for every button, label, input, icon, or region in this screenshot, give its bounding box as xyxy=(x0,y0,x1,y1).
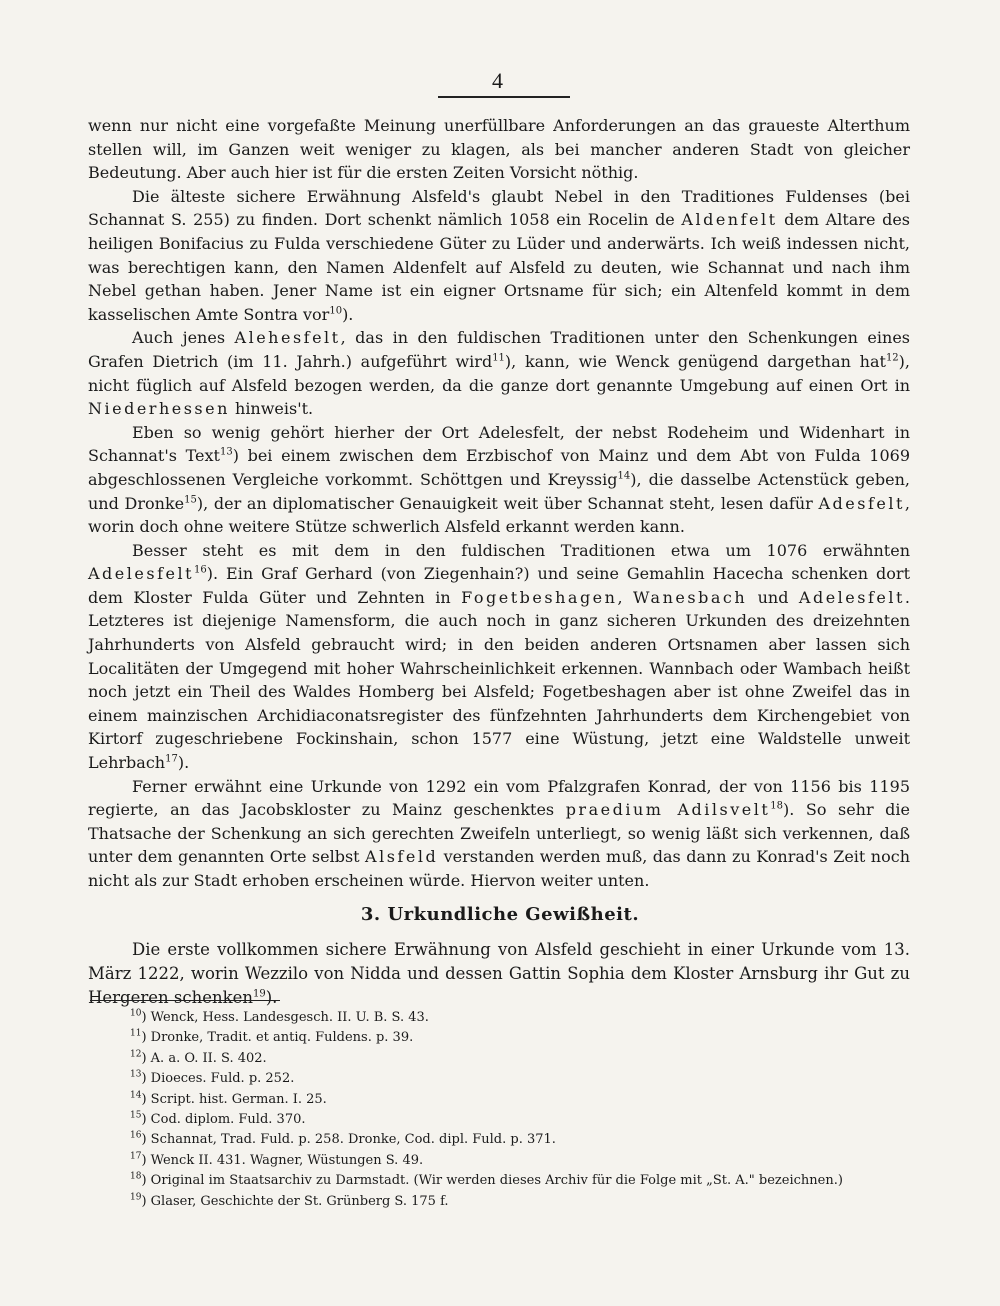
footnote-number: 10 xyxy=(130,1008,142,1019)
footnote-item xyxy=(130,1090,920,1110)
footnote-text: Script. hist. German. I. 25. xyxy=(150,1091,327,1107)
footnote-ref: 14 xyxy=(617,470,631,482)
footnote-item xyxy=(130,1069,920,1089)
page-number: 4 xyxy=(492,68,503,93)
text-run: Auch jenes xyxy=(132,328,235,348)
text-run: verstanden werden muß, das dann zu Konrad's Zeit noch nicht als zur Stadt erhoben erscheinen würde. Hiervon weiter unten. xyxy=(88,847,910,890)
footnote-number: 12 xyxy=(130,1049,142,1060)
footnote-ref: 18 xyxy=(770,800,783,812)
footnote-item xyxy=(130,1130,920,1150)
footnote-number: 13 xyxy=(130,1069,142,1080)
footnote-item xyxy=(130,1192,920,1212)
footnote-ref: 11 xyxy=(492,352,505,364)
footnote-text: Wenck II. 431. Wagner, Wüstungen S. 49. xyxy=(150,1152,424,1168)
text-run: ). xyxy=(177,753,190,773)
text-run: Ferner erwähnt eine Urkunde von 1292 ein vom Pfalzgrafen Konrad, der von 1156 bis 1195 regierte, an das Jacobskloster zu Mainz geschenktes xyxy=(88,776,910,820)
text-run: ) bei einem zwischen dem Erzbischof von Mainz und dem Abt von Fulda 1069 abgeschlossenen Vergleiche vorkommt. Schöttgen und Kreyssig xyxy=(88,446,911,489)
spaced-emphasis: Adelesfelt xyxy=(88,564,194,584)
footnote-paren: ) xyxy=(141,1050,151,1066)
footnote-item xyxy=(130,1110,920,1130)
text-run: Die älteste sichere Erwähnung Alsfeld's glaubt Nebel in den Traditiones Fuldenses (bei Schannat S. 255) zu finden. Dort schenkt nämlich 1058 ein Rocelin de xyxy=(88,186,910,230)
text-run: Eben so wenig gehört hierher der Ort Adelesfelt, der nebst Rodeheim und Widenhart in Schannat's Text xyxy=(88,422,910,466)
footnotes xyxy=(130,1008,920,1212)
paragraph xyxy=(88,326,910,420)
main-text xyxy=(88,114,910,893)
footnote-paren: ) xyxy=(141,1030,151,1046)
footnote-paren: ) xyxy=(141,1010,151,1025)
footnote-text: Schannat, Trad. Fuld. p. 258. Dronke, Cod. dipl. Fuld. p. 371. xyxy=(150,1132,556,1148)
text-run: ). xyxy=(265,988,278,1007)
text-run: Die erste vollkommen sichere Erwähnung von Alsfeld geschieht in einer Urkunde vom 13. März 1222, worin Wezzilo von Nidda und dessen Gattin Sophia dem Kloster Arnsburg ihr Gut zu Hergeren schenken xyxy=(88,940,910,1007)
spaced-emphasis: praedium Adilsvelt xyxy=(565,800,771,820)
footnote-paren: ) xyxy=(141,1152,151,1168)
footnote-number: 18 xyxy=(130,1171,142,1182)
paragraph xyxy=(88,421,910,539)
paragraph xyxy=(88,114,910,185)
footnote-paren: ) xyxy=(141,1071,151,1087)
footnote-number: 19 xyxy=(130,1192,142,1203)
text-run: dem Altare des heiligen Bonifacius zu Fulda verschiedene Güter zu Lüder und anderwärts. Ich weiß indessen nicht, was berechtigen kann, den Namen Aldenfelt auf Alsfeld zu deuten, wie Schannat und nach ihm Nebel gethan haben. Jener Name ist ein eigner Ortsname für sich; ein Altenfeld kommt in dem kasselischen Amte Sontra vor xyxy=(88,210,910,324)
text-run: ), nicht füglich auf Alsfeld bezogen werden, da die ganze dort genannte Umgebung auf einen Ort in xyxy=(88,351,910,395)
footnote-text: Dronke, Tradit. et antiq. Fuldens. p. 39. xyxy=(150,1030,414,1046)
footnote-number: 11 xyxy=(130,1029,142,1040)
spaced-emphasis: Wanesbach xyxy=(633,587,748,607)
header-rule xyxy=(438,96,570,98)
paragraph xyxy=(88,185,910,327)
text-run: Besser steht es mit dem in den fuldischen Traditionen etwa um 1076 erwähnten xyxy=(132,540,910,560)
text-run: , das in den fuldischen Traditionen unter den Schenkungen eines Grafen Dietrich (im 11. Jahrh.) aufgeführt wird xyxy=(88,328,911,371)
text-run: ). Ein Graf Gerhard (von Ziegenhain?) und seine Gemahlin Hacecha schenken dort dem Kloster Fulda Güter und Zehnten in xyxy=(88,564,910,607)
footnote-paren: ) xyxy=(141,1112,151,1128)
section-heading: 3. Urkundliche Gewißheit. xyxy=(360,904,640,925)
footnote-item xyxy=(130,1028,920,1048)
footnote-number: 17 xyxy=(130,1151,142,1162)
footnote-ref: 19 xyxy=(253,988,266,1000)
spaced-emphasis: Adelesfelt xyxy=(798,587,905,607)
spaced-emphasis: Alsfeld xyxy=(365,847,439,867)
footnote-paren: ) xyxy=(141,1132,151,1148)
footnote-ref: 10 xyxy=(329,305,343,317)
text-run: und xyxy=(747,587,799,607)
footnote-ref: 12 xyxy=(885,352,899,364)
spaced-emphasis: Niederhessen xyxy=(88,399,230,419)
footnote-text: Glaser, Geschichte der St. Grünberg S. 175 f. xyxy=(150,1193,449,1209)
footnote-item xyxy=(130,1049,920,1069)
text-run: ), der an diplomatischer Genauigkeit weit über Schannat steht, lesen dafür xyxy=(196,493,819,513)
paragraph xyxy=(88,539,910,775)
footnote-number: 16 xyxy=(130,1131,142,1142)
footnote-text: Cod. diplom. Fuld. 370. xyxy=(150,1112,306,1128)
text-run: ). So sehr die Thatsache der Schenkung an sich gerechten Zweifeln unterliegt, so wenig läßt sich verkennen, daß unter dem genannten Orte selbst xyxy=(88,800,911,867)
footnote-text: A. a. O. II. S. 402. xyxy=(150,1050,267,1066)
footnote-ref: 16 xyxy=(194,564,207,576)
text-run: ), die dasselbe Actenstück geben, und Dronke xyxy=(88,469,911,513)
footnote-number: 14 xyxy=(130,1090,142,1101)
footnote-paren: ) xyxy=(141,1091,151,1107)
paragraph xyxy=(88,775,910,893)
spaced-emphasis: Alehesfelt xyxy=(234,328,341,348)
footnote-rule xyxy=(90,1000,280,1001)
footnote-text: Wenck, Hess. Landesgesch. II. U. B. S. 43. xyxy=(150,1010,429,1025)
footnote-number: 15 xyxy=(130,1110,142,1121)
spaced-emphasis: Aldenfelt xyxy=(681,210,778,230)
text-run: , worin doch ohne weitere Stütze schwerlich Alsfeld erkannt werden kann. xyxy=(88,493,911,537)
footnote-item xyxy=(130,1008,920,1028)
spaced-emphasis: Adesfelt xyxy=(818,493,905,513)
text-run: , xyxy=(617,587,633,607)
footnote-ref: 15 xyxy=(184,494,197,506)
spaced-emphasis: Fogetbeshagen xyxy=(461,587,618,607)
footnote-ref: 17 xyxy=(165,753,178,765)
footnote-ref: 13 xyxy=(219,446,233,458)
footnote-text: Original im Staatsarchiv zu Darmstadt. (Wir werden dieses Archiv für die Folge mit „St. A." bezeichnen.) xyxy=(150,1173,843,1189)
text-run: wenn nur nicht eine vorgefaßte Meinung unerfüllbare Anforderungen an das graueste Alterthum stellen will, im Ganzen weit weniger zu klagen, als bei mancher anderen Stadt von gleicher Bedeutung. Aber auch hier ist für die ersten Zeiten Vorsicht nöthig. xyxy=(88,116,910,183)
footnote-text: Dioeces. Fuld. p. 252. xyxy=(150,1071,295,1087)
footnote-item xyxy=(130,1151,920,1171)
text-run: hinweis't. xyxy=(229,399,314,419)
text-run: ). xyxy=(342,304,354,324)
footnote-paren: ) xyxy=(141,1173,151,1189)
text-run: . Letzteres ist diejenige Namensform, die auch noch in ganz sicheren Urkunden des dreizehnten Jahrhunderts von Alsfeld gebraucht wird; in den beiden anderen Ortsnamen aber lassen sich Localitäten der Umgegend mit hoher Wahrscheinlichkeit erkennen. Wannbach oder Wambach heißt noch jetzt ein Theil des Waldes Homberg bei Alsfeld; Fogetbeshagen aber ist ohne Zweifel das in einem mainzischen Archidiaconatsregister des fünfzehnten Jahrhunderts dem Kirchengebiet von Kirtorf zugeschriebene Fockinshain, schon 1577 eine Wüstung, jetzt eine Waldstelle unweit Lehrbach xyxy=(88,587,910,773)
footnote-item xyxy=(130,1171,920,1191)
footnote-paren: ) xyxy=(141,1193,151,1209)
text-run: ), kann, wie Wenck genügend dargethan hat xyxy=(504,351,886,371)
